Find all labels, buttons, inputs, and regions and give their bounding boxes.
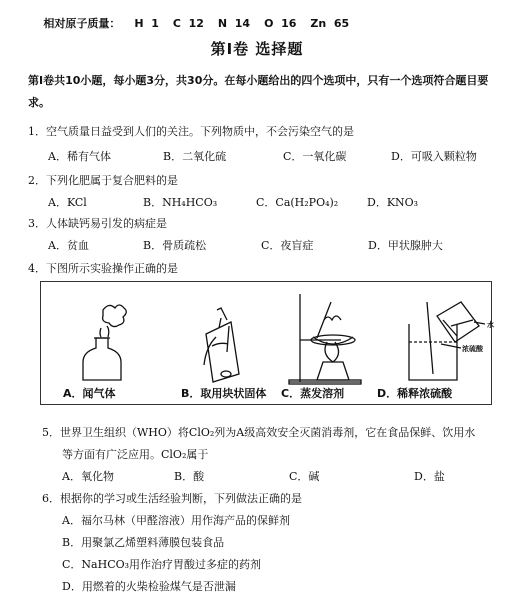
- q2-option-b: B．NH₄HCO₃: [143, 196, 218, 209]
- q5-option-d: D．盐: [414, 470, 445, 483]
- section-instructions: 第Ⅰ卷共10小题，每小题3分，共30分。在每小题给出的四个选项中，只有一个选项符合题目要求。: [28, 74, 489, 109]
- q5-option-a: A．氧化物: [62, 470, 114, 483]
- question-3-stem: 3．人体缺钙易引发的病症是: [28, 217, 167, 230]
- q6-option-a: A．福尔马林（甲醛溶液）用作海产品的保鲜剂: [62, 514, 290, 527]
- water-label: 水: [487, 321, 494, 329]
- q6-option-c: C．NaHCO₃用作治疗胃酸过多症的药剂: [62, 558, 262, 571]
- atomic-mass-zn: Zn 65: [310, 17, 350, 30]
- evaporation-stand-icon: [289, 294, 361, 384]
- atomic-mass-n: N 14: [217, 17, 251, 30]
- atomic-mass-o: O 16: [264, 17, 297, 30]
- question-6-stem: 6．根据你的学习或生活经验判断，下列做法正确的是: [42, 492, 302, 505]
- figure-caption-d: D．稀释浓硫酸: [377, 387, 453, 400]
- test-tube-tweezers-icon: [204, 308, 239, 382]
- question-1-stem: 1．空气质量日益受到人们的关注。下列物质中，不会污染空气的是: [28, 125, 354, 138]
- q1-option-a: A．稀有气体: [48, 150, 111, 163]
- lab-operations-figure: [40, 281, 492, 405]
- atomic-mass-c: C 12: [172, 17, 204, 30]
- acid-label: 浓硫酸: [462, 345, 483, 353]
- beaker-pour-icon: [409, 302, 485, 380]
- q1-option-c: C．一氧化碳: [283, 150, 347, 163]
- atomic-masses-label: 相对原子质量：: [43, 17, 121, 30]
- question-2-stem: 2．下列化肥属于复合肥料的是: [28, 174, 178, 187]
- q3-option-a: A．贫血: [48, 239, 89, 252]
- q6-option-b: B．用聚氯乙烯塑料薄膜包装食品: [62, 536, 225, 549]
- q2-option-d: D．KNO₃: [367, 196, 419, 209]
- figure-caption-c: C．蒸发溶剂: [281, 387, 345, 400]
- q5-option-b: B．酸: [174, 470, 205, 483]
- q6-option-d: D．用燃着的火柴检验煤气是否泄漏: [62, 580, 236, 593]
- q3-option-b: B．骨质疏松: [143, 239, 207, 252]
- question-4-stem: 4．下图所示实验操作正确的是: [28, 262, 178, 275]
- figure-caption-a: A．闻气体: [63, 387, 116, 400]
- q2-option-a: A．KCl: [48, 196, 87, 209]
- atomic-mass-h: H 1: [134, 17, 159, 30]
- q3-option-d: D．甲状腺肿大: [368, 239, 443, 252]
- question-5-stem-line1: 5．世界卫生组织（WHO）将ClO₂列为A级高效安全灭菌消毒剂，它在食品保鲜、饮用水: [42, 426, 476, 439]
- bottle-and-hand-icon: [83, 305, 126, 380]
- q5-option-c: C．碱: [289, 470, 320, 483]
- q1-option-d: D．可吸入颗粒物: [391, 150, 477, 163]
- q3-option-c: C．夜盲症: [261, 239, 314, 252]
- section-title: 第Ⅰ卷 选择题: [210, 40, 304, 58]
- question-5-stem-line2: 等方面有广泛应用。ClO₂属于: [62, 448, 209, 461]
- q1-option-b: B．二氧化硫: [163, 150, 227, 163]
- figure-caption-b: B．取用块状固体: [181, 387, 267, 400]
- q2-option-c: C．Ca(H₂PO₄)₂: [256, 196, 339, 209]
